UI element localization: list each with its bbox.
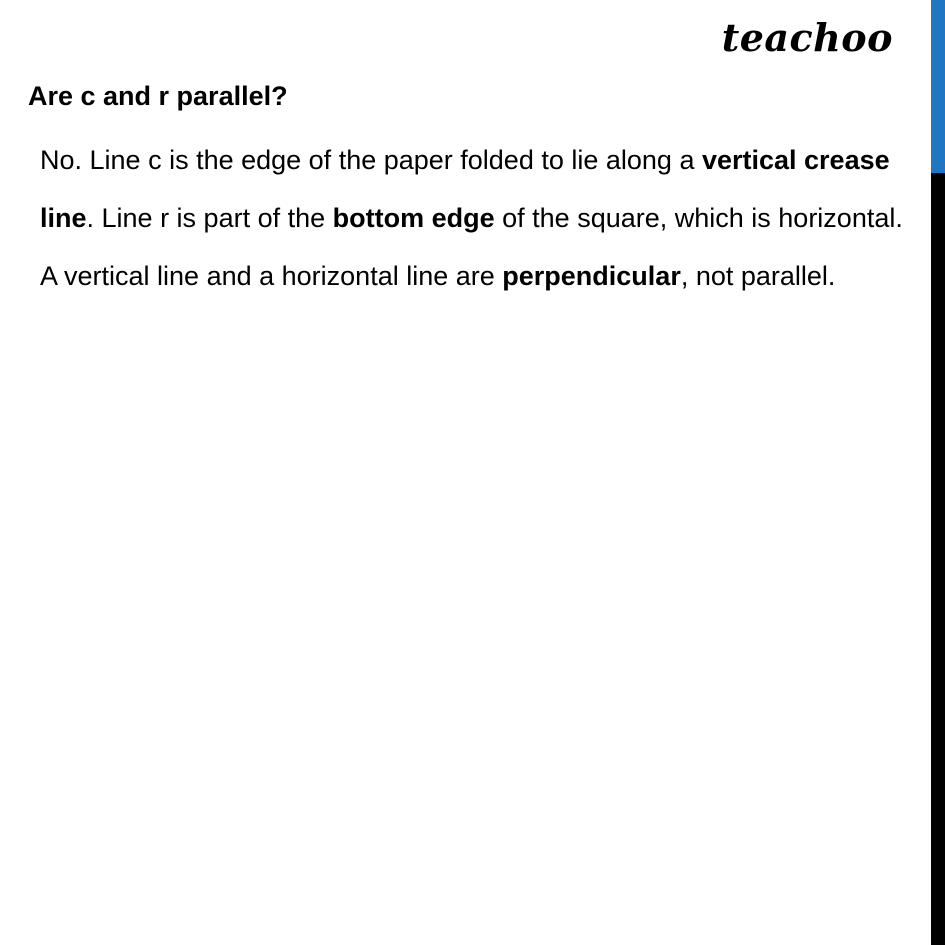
answer-text-segment: . Line r is part of the bbox=[86, 203, 333, 233]
answer-text-segment: of the square, which is horizontal. A vertical line and a horizontal line are bbox=[40, 203, 903, 291]
teachoo-logo: teachoo bbox=[721, 15, 893, 60]
answer-bold-term-vertical-crease-line: vertical crease line bbox=[40, 145, 890, 233]
scrollbar-thumb[interactable] bbox=[931, 0, 945, 173]
vertical-scrollbar[interactable] bbox=[931, 0, 945, 945]
answer-text-segment: , not parallel. bbox=[680, 261, 836, 291]
answer-text-segment: No. Line c is the edge of the paper folded to lie along a bbox=[40, 145, 702, 175]
answer-bold-term-bottom-edge: bottom edge bbox=[332, 203, 495, 233]
answer-paragraph bbox=[40, 131, 918, 305]
answer-bold-term-perpendicular: perpendicular bbox=[502, 261, 681, 291]
question-heading: Are c and r parallel? bbox=[28, 81, 288, 111]
